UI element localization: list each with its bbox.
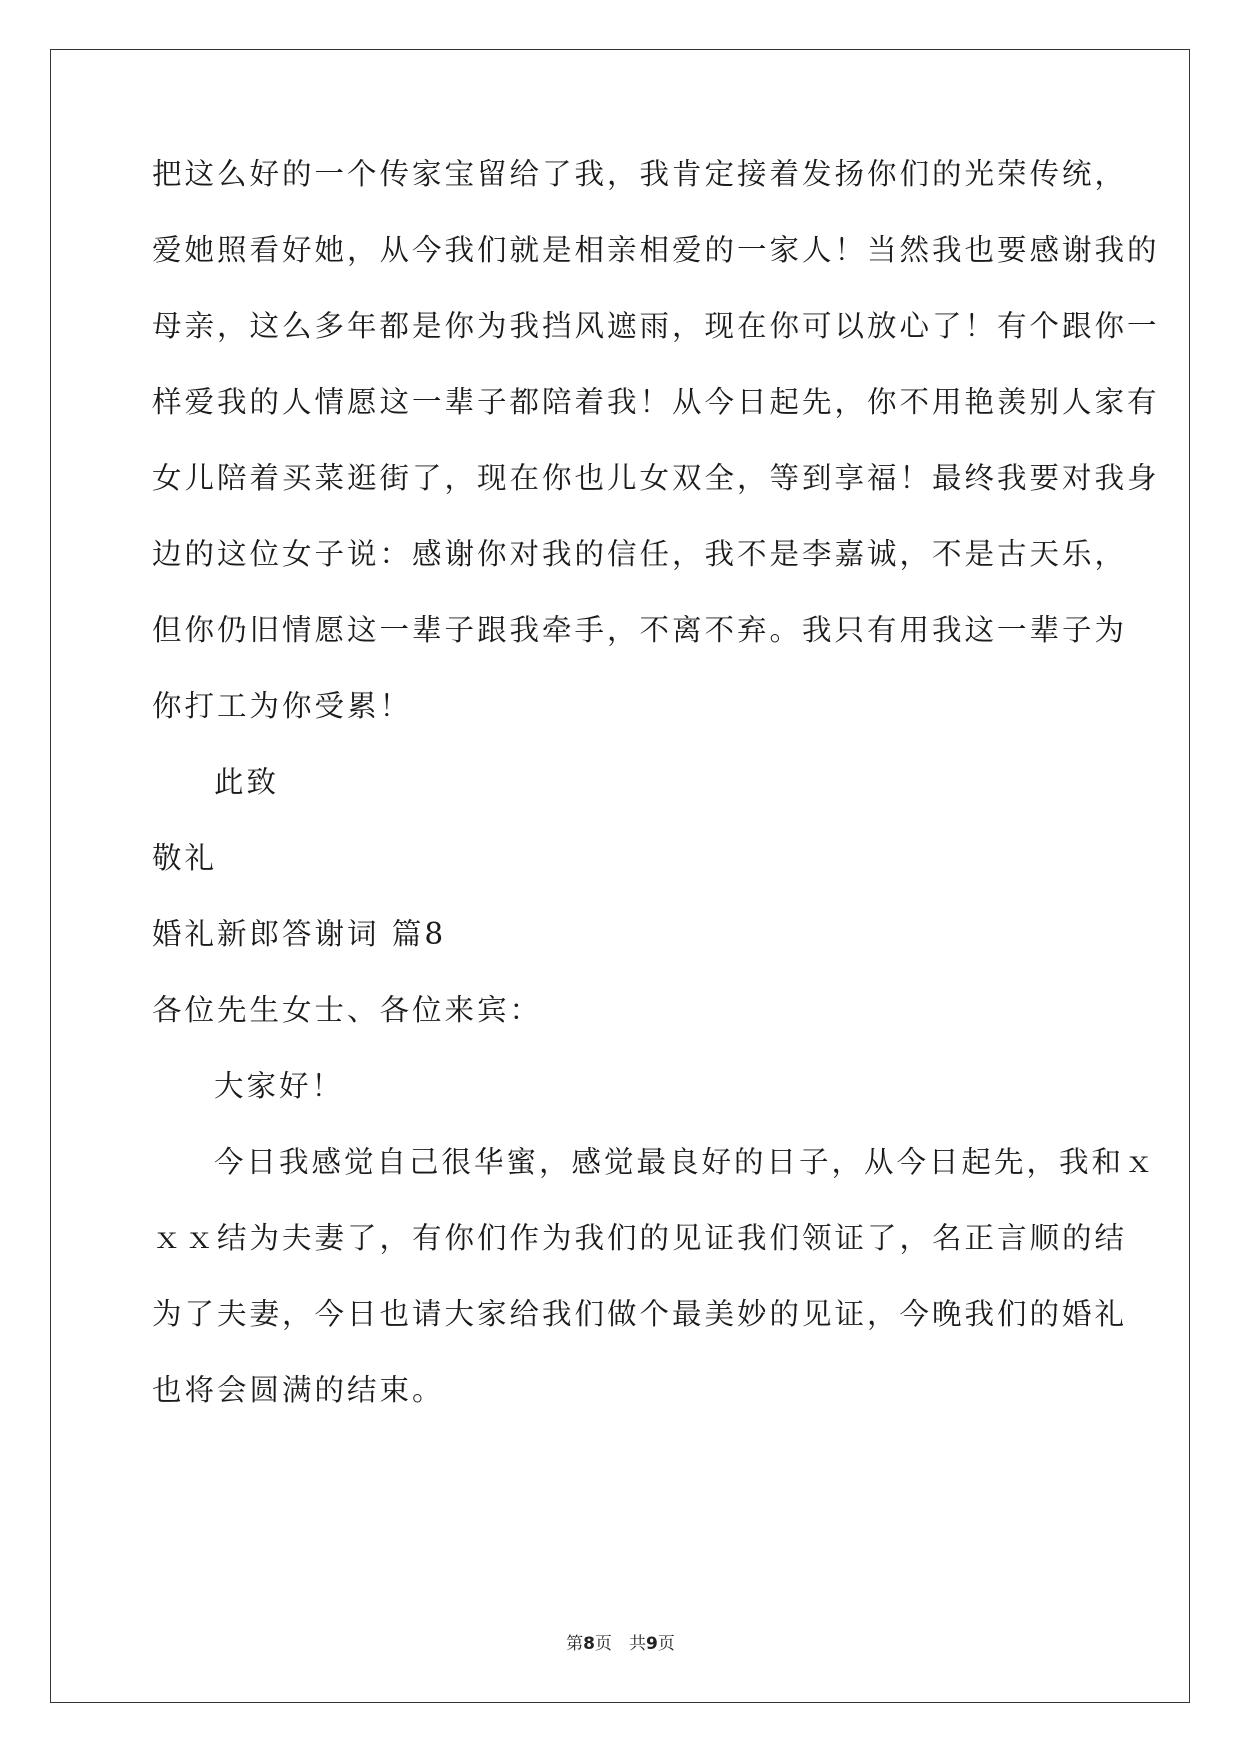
- paragraph-line: 爱她照看好她，从今我们就是相亲相爱的一家人！当然我也要感谢我的: [152, 233, 1160, 267]
- paragraph-line: 今日我感觉自己很华蜜，感觉最良好的日子，从今日起先，我和ｘ: [214, 1145, 1157, 1179]
- paragraph-line: 母亲，这么多年都是你为我挡风遮雨，现在你可以放心了！有个跟你一: [152, 309, 1160, 343]
- total-page-number: 9: [646, 1634, 658, 1654]
- footer-suffix: 页: [657, 1634, 675, 1654]
- footer-prefix: 第: [566, 1634, 584, 1654]
- current-page-number: 8: [583, 1634, 595, 1654]
- paragraph-line: 女儿陪着买菜逛街了，现在你也儿女双全，等到享福！最终我要对我身: [152, 461, 1160, 495]
- paragraph-line: 但你仍旧情愿这一辈子跟我牵手，不离不弃。我只有用我这一辈子为: [152, 613, 1128, 647]
- closing-salutation: 此致: [214, 765, 280, 799]
- paragraph-line: 边的这位女子说：感谢你对我的信任，我不是李嘉诚，不是古天乐，: [152, 537, 1128, 571]
- paragraph-line: 为了夫妻，今日也请大家给我们做个最美妙的见证，今晚我们的婚礼: [152, 1297, 1128, 1331]
- section-heading: 婚礼新郎答谢词 篇8: [152, 917, 447, 951]
- page-number-footer: [0, 1629, 1241, 1654]
- paragraph-line: 也将会圆满的结束。: [152, 1373, 445, 1407]
- footer-middle: 页 共: [595, 1634, 646, 1654]
- paragraph-line: 样爱我的人情愿这一辈子都陪着我！从今日起先，你不用艳羡别人家有: [152, 385, 1160, 419]
- paragraph-line: 把这么好的一个传家宝留给了我，我肯定接着发扬你们的光荣传统，: [152, 157, 1128, 191]
- greeting-hello: 大家好！: [214, 1069, 345, 1103]
- paragraph-line: ｘｘ结为夫妻了，有你们作为我们的见证我们领证了，名正言顺的结: [152, 1221, 1128, 1255]
- paragraph-line: 你打工为你受累！: [152, 689, 413, 723]
- greeting-address: 各位先生女士、各位来宾：: [152, 993, 543, 1027]
- page-border: [50, 49, 1190, 1703]
- closing-regards: 敬礼: [152, 841, 218, 875]
